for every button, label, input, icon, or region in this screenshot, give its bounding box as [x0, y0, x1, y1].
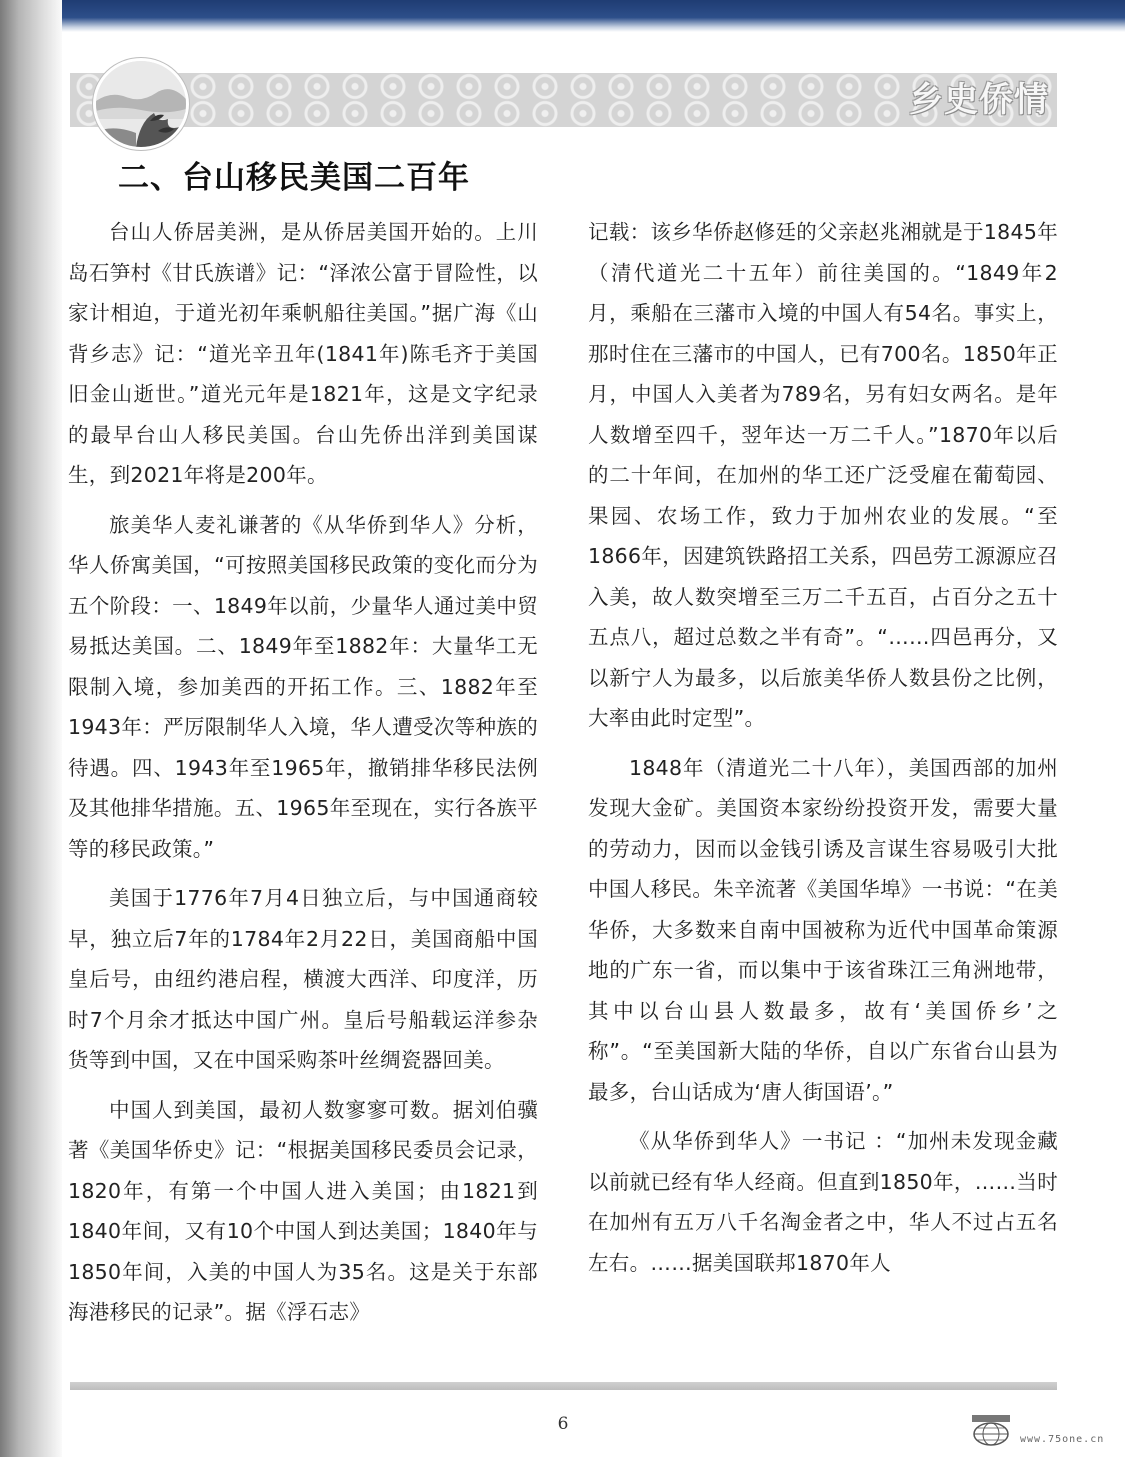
page-number: 6	[557, 1414, 569, 1434]
article-column-right	[588, 212, 1058, 1292]
watermark-url[interactable]: www.75one.cn	[1020, 1434, 1105, 1445]
landscape-icon	[96, 61, 186, 147]
footer-divider	[70, 1382, 1057, 1390]
paragraph: 旅美华人麦礼谦著的《从华侨到华人》分析，华人侨寓美国，“可按照美国移民政策的变化而分为五个阶段：一、1849年以前，少量华人通过美中贸易抵达美国。二、1849年至1882年：大量华工无限制入境，参加美西的开拓工作。三、1882年至1943年：严厉限制华人入境，华人遭受次等种族的待遇。四、1943年至1965年，撤销排华移民法例及其他排华措施。五、1965年至现在，实行各族平等的移民政策。”	[68, 512, 538, 861]
paragraph: 1848年（清道光二十八年），美国西部的加州发现大金矿。美国资本家纷纷投资开发，需要大量的劳动力，因而以金钱引诱及言谋生容易吸引大批中国人移民。朱辛流著《美国华埠》一书说：“在美华侨，大多数来自南中国被称为近代中国革命策源地的广东一省，而以集中于该省珠江三角洲地带，其中以台山县人数最多，故有‘美国侨乡’之称”。“至美国新大陆的华侨，自以广东省台山县为最多，台山话成为‘唐人街国语’。”	[588, 755, 1058, 1104]
top-blue-strip	[0, 0, 1125, 32]
globe-icon	[962, 1414, 1020, 1448]
article-heading: 二、台山移民美国二百年	[118, 160, 470, 196]
page-spine-shadow	[0, 0, 62, 1457]
paragraph: 《从华侨到华人》一书记 ：“加州未发现金藏以前就已经有华人经商。但直到1850年，……当时在加州有五万八千名淘金者之中，华人不过占五名左右。……据美国联邦1870年人	[588, 1129, 1058, 1275]
paragraph: 台山人侨居美洲，是从侨居美国开始的。上川岛石笋村《甘氏族谱》记：“泽浓公富于冒险性，以家计相迫，于道光初年乘帆船往美国。”据广海《山背乡志》记：“道光辛丑年(1841年)陈毛齐于美国旧金山逝世。”道光元年是1821年，这是文字纪录的最早台山人移民美国。台山先侨出洋到美国谋生，到2021年将是200年。	[68, 220, 538, 487]
landscape-painting-logo	[93, 58, 189, 150]
section-header-band	[70, 73, 1057, 127]
site-watermark	[962, 1408, 1122, 1450]
paragraph: 美国于1776年7月4日独立后，与中国通商较早，独立后7年的1784年2月22日，美国商船中国皇后号，由纽约港启程，横渡大西洋、印度洋，历时7个月余才抵达中国广州。皇后号船载运洋参杂货等到中国，又在中国采购茶叶丝绸瓷器回美。	[68, 886, 538, 1072]
section-title: 乡史侨情	[909, 80, 1049, 120]
paragraph: 中国人到美国，最初人数寥寥可数。据刘伯骥著《美国华侨史》记：“根据美国移民委员会记录，1820年，有第一个中国人进入美国；由1821到1840年间，又有10个中国人到达美国；1840年与1850年间，入美的中国人为35名。这是关于东部海港移民的记录”。据《浮石志》	[68, 1097, 538, 1324]
article-column-left	[68, 212, 538, 1342]
paragraph-continued: 记载：该乡华侨赵修廷的父亲赵兆湘就是于1845年（清代道光二十五年）前往美国的。“1849年2月，乘船在三藩市入境的中国人有54名。事实上，那时住在三藩市的中国人，已有700名。1850年正月，中国人入美者为789名，另有妇女两名。是年人数增至四千，翌年达一万二千人。”1870年以后的二十年间，在加州的华工还广泛受雇在葡萄园、果园、农场工作，致力于加州农业的发展。“至1866年，因建筑铁路招工关系，四邑劳工源源应召入美，故人数突增至三万二千五百，占百分之五十五点八，超过总数之半有奇”。“……四邑再分，又以新宁人为最多，以后旅美华侨人数县份之比例，大率由此时定型”。	[588, 220, 1058, 730]
